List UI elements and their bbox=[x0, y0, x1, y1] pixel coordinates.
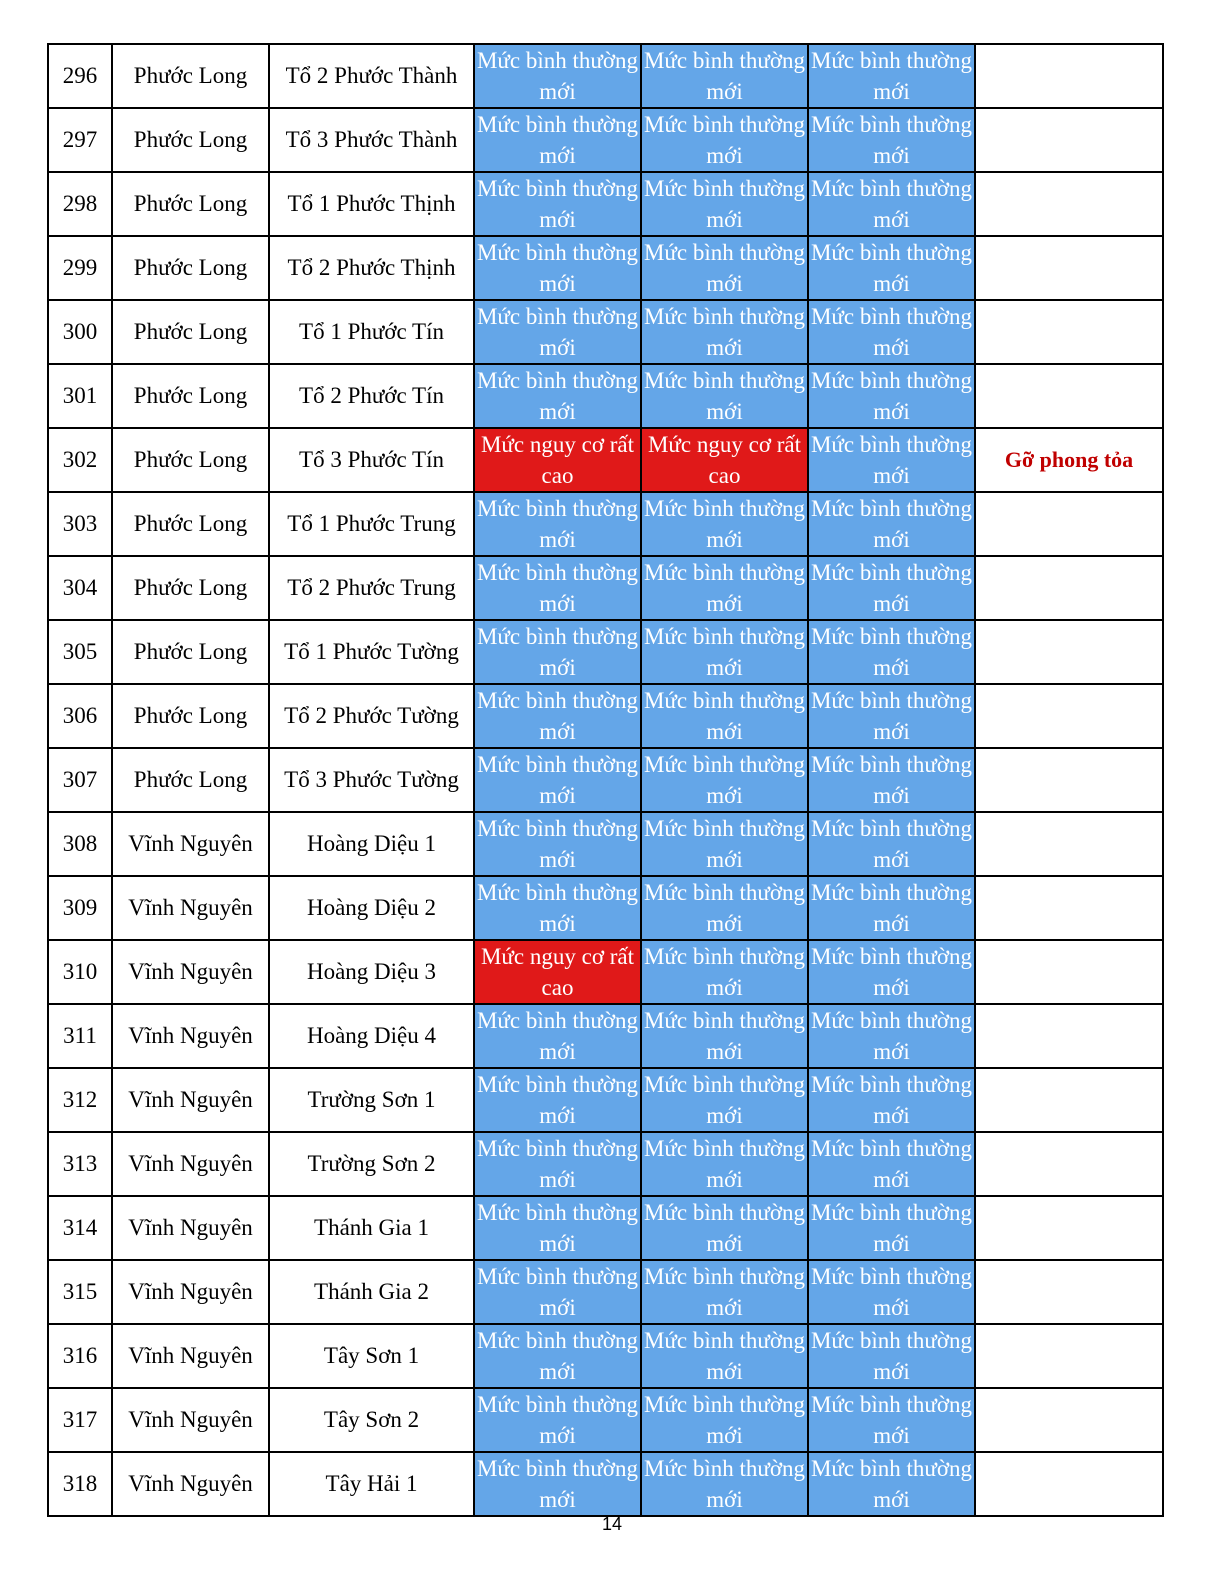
note-cell bbox=[975, 172, 1163, 236]
risk-level-table bbox=[47, 43, 1164, 1517]
risk-level-cell: Mức bình thường mới bbox=[808, 1132, 975, 1196]
risk-level-cell: Mức bình thường mới bbox=[474, 1388, 641, 1452]
risk-level-cell: Mức bình thường mới bbox=[474, 172, 641, 236]
ward-cell: Vĩnh Nguyên bbox=[112, 876, 269, 940]
row-number-cell: 313 bbox=[48, 1132, 112, 1196]
risk-level-cell: Mức bình thường mới bbox=[641, 1452, 808, 1516]
risk-level-cell: Mức bình thường mới bbox=[641, 876, 808, 940]
risk-level-cell: Mức bình thường mới bbox=[474, 1452, 641, 1516]
area-cell: Tổ 1 Phước Trung bbox=[269, 492, 474, 556]
table-row bbox=[48, 876, 1163, 940]
risk-level-cell: Mức nguy cơ rất cao bbox=[474, 428, 641, 492]
area-cell: Hoàng Diệu 4 bbox=[269, 1004, 474, 1068]
risk-level-cell: Mức bình thường mới bbox=[808, 1388, 975, 1452]
risk-level-cell: Mức bình thường mới bbox=[641, 1196, 808, 1260]
risk-level-cell: Mức bình thường mới bbox=[808, 620, 975, 684]
risk-level-cell: Mức bình thường mới bbox=[474, 812, 641, 876]
table-body bbox=[48, 44, 1163, 1516]
table-row bbox=[48, 364, 1163, 428]
area-cell: Tổ 3 Phước Tín bbox=[269, 428, 474, 492]
risk-level-cell: Mức bình thường mới bbox=[474, 300, 641, 364]
ward-cell: Vĩnh Nguyên bbox=[112, 1068, 269, 1132]
area-cell: Trường Sơn 2 bbox=[269, 1132, 474, 1196]
risk-level-cell: Mức bình thường mới bbox=[641, 1388, 808, 1452]
risk-level-cell: Mức bình thường mới bbox=[474, 1260, 641, 1324]
risk-level-cell: Mức bình thường mới bbox=[641, 748, 808, 812]
risk-level-cell: Mức bình thường mới bbox=[641, 300, 808, 364]
ward-cell: Phước Long bbox=[112, 172, 269, 236]
row-number-cell: 299 bbox=[48, 236, 112, 300]
area-cell: Tổ 1 Phước Thịnh bbox=[269, 172, 474, 236]
risk-level-cell: Mức bình thường mới bbox=[474, 364, 641, 428]
risk-level-cell: Mức nguy cơ rất cao bbox=[641, 428, 808, 492]
risk-level-cell: Mức nguy cơ rất cao bbox=[474, 940, 641, 1004]
row-number-cell: 298 bbox=[48, 172, 112, 236]
ward-cell: Vĩnh Nguyên bbox=[112, 940, 269, 1004]
ward-cell: Phước Long bbox=[112, 300, 269, 364]
risk-level-cell: Mức bình thường mới bbox=[474, 1196, 641, 1260]
ward-cell: Phước Long bbox=[112, 108, 269, 172]
note-cell bbox=[975, 876, 1163, 940]
table-row bbox=[48, 1324, 1163, 1388]
risk-level-cell: Mức bình thường mới bbox=[808, 940, 975, 1004]
ward-cell: Phước Long bbox=[112, 748, 269, 812]
area-cell: Hoàng Diệu 2 bbox=[269, 876, 474, 940]
ward-cell: Phước Long bbox=[112, 556, 269, 620]
area-cell: Tổ 2 Phước Tín bbox=[269, 364, 474, 428]
risk-level-cell: Mức bình thường mới bbox=[808, 684, 975, 748]
ward-cell: Vĩnh Nguyên bbox=[112, 1196, 269, 1260]
table-row bbox=[48, 1452, 1163, 1516]
table-row bbox=[48, 620, 1163, 684]
risk-level-cell: Mức bình thường mới bbox=[641, 1068, 808, 1132]
ward-cell: Phước Long bbox=[112, 492, 269, 556]
ward-cell: Vĩnh Nguyên bbox=[112, 812, 269, 876]
area-cell: Tổ 3 Phước Thành bbox=[269, 108, 474, 172]
note-cell bbox=[975, 236, 1163, 300]
table-row bbox=[48, 172, 1163, 236]
risk-level-cell: Mức bình thường mới bbox=[641, 1260, 808, 1324]
risk-level-cell: Mức bình thường mới bbox=[808, 1260, 975, 1324]
note-cell bbox=[975, 1196, 1163, 1260]
risk-level-cell: Mức bình thường mới bbox=[641, 236, 808, 300]
risk-level-cell: Mức bình thường mới bbox=[808, 44, 975, 108]
risk-level-cell: Mức bình thường mới bbox=[808, 1452, 975, 1516]
ward-cell: Phước Long bbox=[112, 364, 269, 428]
risk-level-cell: Mức bình thường mới bbox=[474, 876, 641, 940]
risk-level-cell: Mức bình thường mới bbox=[641, 556, 808, 620]
risk-level-cell: Mức bình thường mới bbox=[474, 684, 641, 748]
row-number-cell: 300 bbox=[48, 300, 112, 364]
note-cell bbox=[975, 1324, 1163, 1388]
area-cell: Tổ 1 Phước Tường bbox=[269, 620, 474, 684]
table-row bbox=[48, 492, 1163, 556]
ward-cell: Vĩnh Nguyên bbox=[112, 1004, 269, 1068]
note-cell bbox=[975, 748, 1163, 812]
risk-level-cell: Mức bình thường mới bbox=[641, 940, 808, 1004]
risk-level-cell: Mức bình thường mới bbox=[641, 108, 808, 172]
risk-level-cell: Mức bình thường mới bbox=[808, 364, 975, 428]
risk-level-cell: Mức bình thường mới bbox=[808, 108, 975, 172]
risk-level-cell: Mức bình thường mới bbox=[474, 556, 641, 620]
risk-level-cell: Mức bình thường mới bbox=[808, 876, 975, 940]
row-number-cell: 312 bbox=[48, 1068, 112, 1132]
risk-level-cell: Mức bình thường mới bbox=[474, 1068, 641, 1132]
table-row bbox=[48, 1196, 1163, 1260]
area-cell: Tây Sơn 2 bbox=[269, 1388, 474, 1452]
row-number-cell: 316 bbox=[48, 1324, 112, 1388]
risk-level-cell: Mức bình thường mới bbox=[641, 1132, 808, 1196]
note-cell bbox=[975, 1068, 1163, 1132]
table-row bbox=[48, 236, 1163, 300]
ward-cell: Phước Long bbox=[112, 44, 269, 108]
risk-level-cell: Mức bình thường mới bbox=[641, 812, 808, 876]
table-row bbox=[48, 1388, 1163, 1452]
risk-level-cell: Mức bình thường mới bbox=[641, 1004, 808, 1068]
row-number-cell: 305 bbox=[48, 620, 112, 684]
row-number-cell: 317 bbox=[48, 1388, 112, 1452]
area-cell: Tổ 2 Phước Thịnh bbox=[269, 236, 474, 300]
ward-cell: Phước Long bbox=[112, 684, 269, 748]
row-number-cell: 302 bbox=[48, 428, 112, 492]
row-number-cell: 304 bbox=[48, 556, 112, 620]
table-row bbox=[48, 812, 1163, 876]
area-cell: Thánh Gia 1 bbox=[269, 1196, 474, 1260]
note-cell bbox=[975, 44, 1163, 108]
row-number-cell: 315 bbox=[48, 1260, 112, 1324]
note-cell bbox=[975, 492, 1163, 556]
note-cell bbox=[975, 620, 1163, 684]
row-number-cell: 311 bbox=[48, 1004, 112, 1068]
table-row bbox=[48, 108, 1163, 172]
risk-level-cell: Mức bình thường mới bbox=[474, 1132, 641, 1196]
table-row bbox=[48, 684, 1163, 748]
risk-level-cell: Mức bình thường mới bbox=[808, 1068, 975, 1132]
area-cell: Tổ 2 Phước Thành bbox=[269, 44, 474, 108]
risk-level-cell: Mức bình thường mới bbox=[474, 620, 641, 684]
risk-level-cell: Mức bình thường mới bbox=[808, 236, 975, 300]
risk-level-cell: Mức bình thường mới bbox=[474, 748, 641, 812]
note-cell bbox=[975, 1388, 1163, 1452]
risk-level-cell: Mức bình thường mới bbox=[641, 364, 808, 428]
risk-level-cell: Mức bình thường mới bbox=[808, 748, 975, 812]
table-row bbox=[48, 428, 1163, 492]
row-number-cell: 310 bbox=[48, 940, 112, 1004]
risk-level-cell: Mức bình thường mới bbox=[808, 1004, 975, 1068]
risk-level-cell: Mức bình thường mới bbox=[641, 1324, 808, 1388]
risk-level-cell: Mức bình thường mới bbox=[474, 1324, 641, 1388]
row-number-cell: 307 bbox=[48, 748, 112, 812]
table-row bbox=[48, 1132, 1163, 1196]
row-number-cell: 318 bbox=[48, 1452, 112, 1516]
note-cell bbox=[975, 1132, 1163, 1196]
note-cell bbox=[975, 1260, 1163, 1324]
area-cell: Tổ 2 Phước Trung bbox=[269, 556, 474, 620]
risk-level-cell: Mức bình thường mới bbox=[808, 812, 975, 876]
table-row bbox=[48, 1260, 1163, 1324]
note-cell bbox=[975, 108, 1163, 172]
note-cell bbox=[975, 300, 1163, 364]
note-cell bbox=[975, 812, 1163, 876]
row-number-cell: 301 bbox=[48, 364, 112, 428]
row-number-cell: 303 bbox=[48, 492, 112, 556]
risk-level-cell: Mức bình thường mới bbox=[808, 1324, 975, 1388]
area-cell: Thánh Gia 2 bbox=[269, 1260, 474, 1324]
row-number-cell: 314 bbox=[48, 1196, 112, 1260]
risk-level-cell: Mức bình thường mới bbox=[641, 172, 808, 236]
area-cell: Tây Hải 1 bbox=[269, 1452, 474, 1516]
table-row bbox=[48, 300, 1163, 364]
risk-level-cell: Mức bình thường mới bbox=[641, 492, 808, 556]
ward-cell: Phước Long bbox=[112, 620, 269, 684]
table-row bbox=[48, 1068, 1163, 1132]
risk-level-cell: Mức bình thường mới bbox=[641, 620, 808, 684]
area-cell: Trường Sơn 1 bbox=[269, 1068, 474, 1132]
ward-cell: Phước Long bbox=[112, 236, 269, 300]
note-cell: Gỡ phong tỏa bbox=[975, 428, 1163, 492]
note-cell bbox=[975, 1452, 1163, 1516]
table-row bbox=[48, 1004, 1163, 1068]
risk-level-cell: Mức bình thường mới bbox=[474, 492, 641, 556]
risk-level-cell: Mức bình thường mới bbox=[641, 684, 808, 748]
ward-cell: Vĩnh Nguyên bbox=[112, 1388, 269, 1452]
area-cell: Hoàng Diệu 1 bbox=[269, 812, 474, 876]
note-cell bbox=[975, 1004, 1163, 1068]
risk-level-cell: Mức bình thường mới bbox=[474, 236, 641, 300]
risk-level-cell: Mức bình thường mới bbox=[474, 44, 641, 108]
note-cell bbox=[975, 556, 1163, 620]
risk-level-cell: Mức bình thường mới bbox=[474, 108, 641, 172]
row-number-cell: 297 bbox=[48, 108, 112, 172]
ward-cell: Vĩnh Nguyên bbox=[112, 1324, 269, 1388]
row-number-cell: 308 bbox=[48, 812, 112, 876]
risk-level-cell: Mức bình thường mới bbox=[808, 172, 975, 236]
area-cell: Hoàng Diệu 3 bbox=[269, 940, 474, 1004]
risk-level-cell: Mức bình thường mới bbox=[808, 492, 975, 556]
area-cell: Tổ 2 Phước Tường bbox=[269, 684, 474, 748]
ward-cell: Vĩnh Nguyên bbox=[112, 1132, 269, 1196]
area-cell: Tổ 1 Phước Tín bbox=[269, 300, 474, 364]
ward-cell: Vĩnh Nguyên bbox=[112, 1260, 269, 1324]
risk-level-cell: Mức bình thường mới bbox=[808, 556, 975, 620]
area-cell: Tây Sơn 1 bbox=[269, 1324, 474, 1388]
table-row bbox=[48, 44, 1163, 108]
note-cell bbox=[975, 364, 1163, 428]
risk-level-cell: Mức bình thường mới bbox=[474, 1004, 641, 1068]
note-cell bbox=[975, 684, 1163, 748]
risk-level-cell: Mức bình thường mới bbox=[808, 1196, 975, 1260]
risk-level-cell: Mức bình thường mới bbox=[808, 428, 975, 492]
area-cell: Tổ 3 Phước Tường bbox=[269, 748, 474, 812]
row-number-cell: 309 bbox=[48, 876, 112, 940]
row-number-cell: 306 bbox=[48, 684, 112, 748]
ward-cell: Phước Long bbox=[112, 428, 269, 492]
table-row bbox=[48, 940, 1163, 1004]
risk-level-cell: Mức bình thường mới bbox=[808, 300, 975, 364]
risk-level-cell: Mức bình thường mới bbox=[641, 44, 808, 108]
page-number: 14 bbox=[601, 1514, 623, 1534]
ward-cell: Vĩnh Nguyên bbox=[112, 1452, 269, 1516]
table-row bbox=[48, 748, 1163, 812]
table-row bbox=[48, 556, 1163, 620]
row-number-cell: 296 bbox=[48, 44, 112, 108]
note-cell bbox=[975, 940, 1163, 1004]
